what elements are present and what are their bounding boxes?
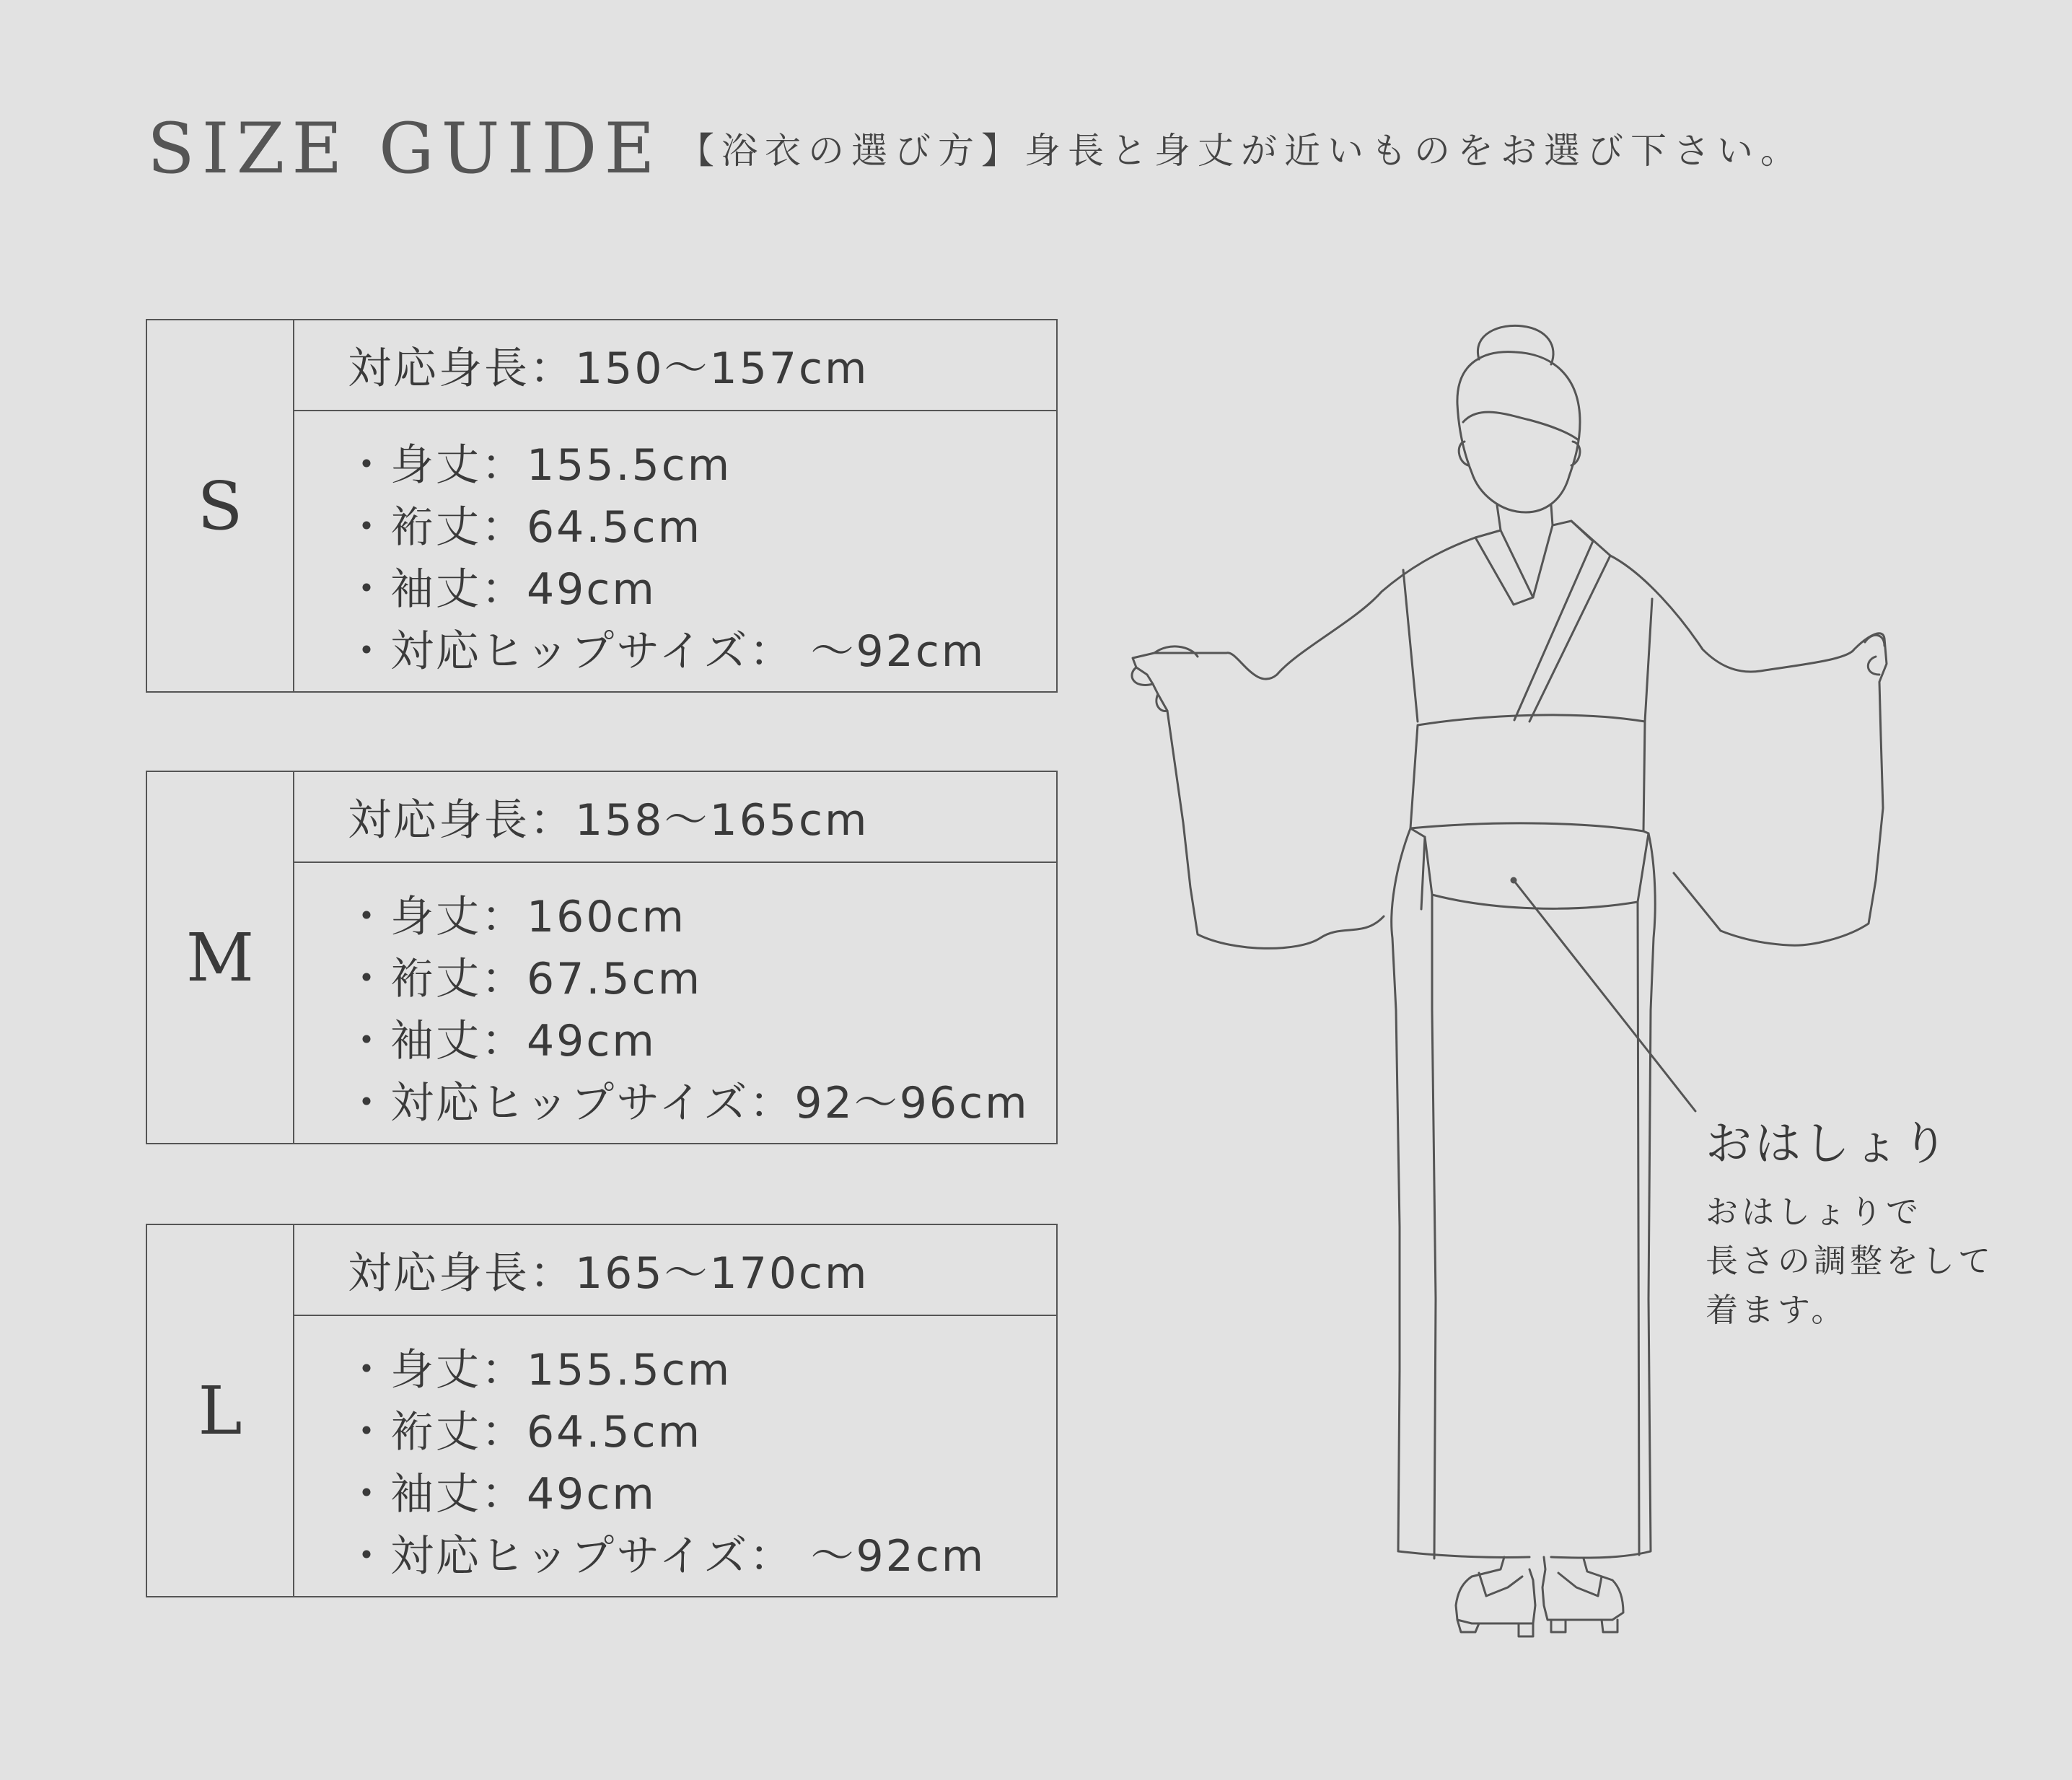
size-table-m — [146, 771, 1058, 1144]
head — [1457, 352, 1580, 512]
size-letter: L — [147, 1225, 294, 1596]
spec-item-mitake: ・身丈：160cm — [345, 892, 686, 942]
size-letter: M — [147, 772, 294, 1143]
neck — [1497, 505, 1501, 530]
left-sleeve — [1133, 538, 1475, 948]
size-table-s — [146, 319, 1058, 693]
spec-item-hip: ・対応ヒップサイズ：92～96cm — [345, 1078, 1030, 1128]
size-table-l — [146, 1224, 1058, 1597]
spec-list — [294, 863, 1056, 1143]
description-line: 着ます。 — [1706, 1291, 1848, 1329]
obi — [1410, 715, 1645, 831]
size-letter: S — [147, 320, 294, 691]
height-range: 対応身長：158～165cm — [294, 772, 1056, 863]
height-range: 対応身長：150～157cm — [294, 320, 1056, 411]
spec-item-mitake: ・身丈：155.5cm — [345, 440, 732, 491]
page-title: SIZE GUIDE — [147, 108, 662, 189]
spec-item-yukitake: ・裄丈：64.5cm — [345, 502, 703, 553]
ohashori-band — [1410, 828, 1649, 908]
description-line: 長さの調整をして — [1706, 1242, 1995, 1280]
spec-list — [294, 411, 1056, 691]
spec-item-hip: ・対応ヒップサイズ： ～92cm — [345, 1531, 986, 1582]
spec-item-mitake: ・身丈：155.5cm — [345, 1345, 732, 1395]
spec-item-yukitake: ・裄丈：64.5cm — [345, 1407, 703, 1457]
spec-item-yukitake: ・裄丈：67.5cm — [345, 954, 703, 1004]
page-subtitle: 【浴衣の選び方】身長と身丈が近いものをお選び下さい。 — [678, 130, 1804, 172]
description-line: おはしょりで — [1706, 1193, 1923, 1231]
spec-item-hip: ・対応ヒップサイズ： ～92cm — [345, 626, 986, 677]
yukata-figure-illustration — [1111, 310, 1919, 1652]
spec-item-sodetake: ・袖丈：49cm — [345, 1016, 657, 1066]
spec-item-sodetake: ・袖丈：49cm — [345, 564, 657, 615]
ohashori-label: おはしょり — [1706, 1118, 1951, 1171]
hair-fringe — [1463, 412, 1579, 440]
robe-front-edge — [1432, 895, 1436, 1558]
collar — [1475, 521, 1610, 722]
height-range: 対応身長：165～170cm — [294, 1225, 1056, 1316]
ohashori-leader-line — [1514, 880, 1695, 1111]
spec-list — [294, 1316, 1056, 1596]
geta-sandals — [1456, 1557, 1623, 1636]
ohashori-description — [1706, 1188, 1994, 1335]
robe-left-side — [1392, 828, 1529, 1557]
spec-item-sodetake: ・袖丈：49cm — [345, 1469, 657, 1520]
